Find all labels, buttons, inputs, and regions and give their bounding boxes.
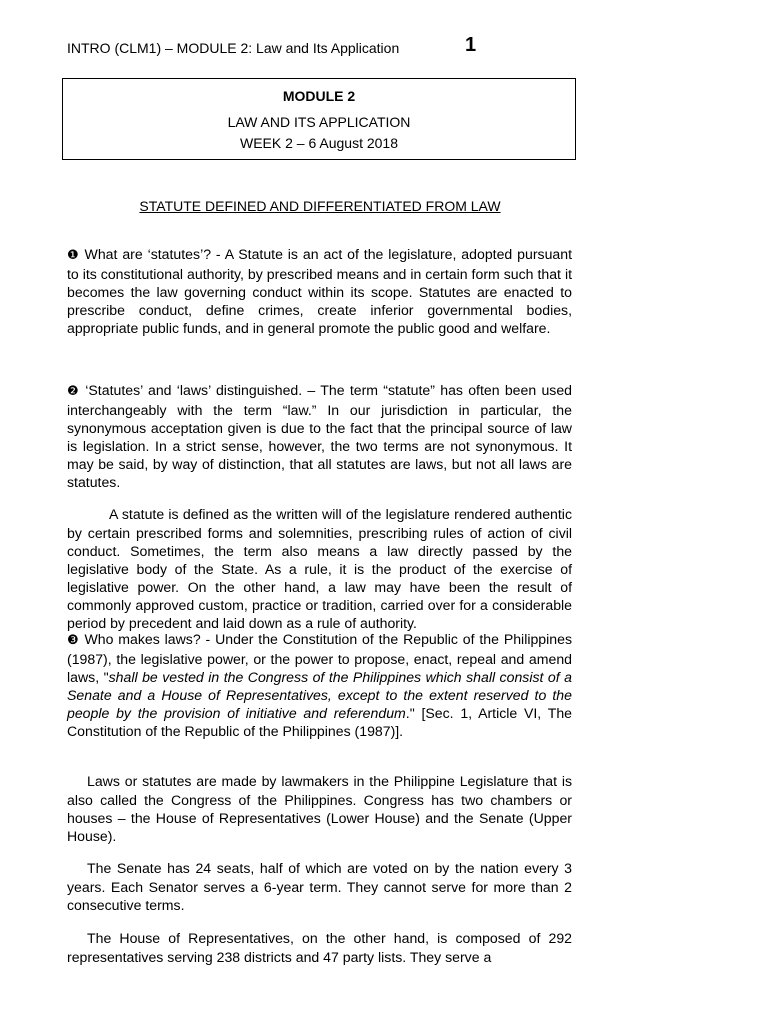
paragraph-text: Laws or statutes are made by lawmakers in the Philippine Legislature that is also called the Congress of the Philippines. Congress has two chambers or houses – the House of Representatives (Lower House) and the Senate (Upper House). bbox=[67, 773, 572, 844]
paragraph-text: Who makes laws? - Under the Constitution of the Republic of the Philippines (1987), the legislative power, or the power to propose, enact, repeal and amend laws, " bbox=[67, 631, 572, 685]
paragraph-congress bbox=[67, 772, 572, 845]
paragraph-who-makes-laws bbox=[67, 630, 572, 740]
paragraph-senate bbox=[67, 859, 572, 914]
page-number: 1 bbox=[465, 34, 477, 56]
section-title: STATUTE DEFINED AND DIFFERENTIATED FROM LAW bbox=[139, 198, 501, 214]
paragraph-text: The Senate has 24 seats, half of which are voted on by the nation every 3 years. Each Senator serves a 6-year term. They cannot serve for more than 2 consecutive terms. bbox=[67, 860, 572, 913]
paragraph-statutes-laws-distinguished bbox=[67, 381, 572, 491]
paragraph-statute-written-will bbox=[67, 505, 572, 632]
number-three-icon: ❸ bbox=[67, 633, 80, 648]
paragraph-house-of-representatives bbox=[67, 929, 572, 966]
paragraph-text: A statute is defined as the written will of the legislature rendered authentic by certain prescribed forms and solemnities, prescribing rules of action of civil conduct. Sometimes, the term also means a law directly passed by the legislative body of the State. As a rule, it is the product of the exercise of legislative power. On the other hand, a law may have been the result of commonly approved custom, practice or tradition, carried over for a considerable period by precedent and laid down as a rule of authority. bbox=[67, 506, 572, 631]
number-two-icon: ❷ bbox=[67, 384, 81, 399]
constitution-quote: shall be vested in the Congress of the Philippines which shall consist of a Senate and a House of Representatives, except to the extent reserved to the people by the provision of initiative and referendum bbox=[67, 669, 572, 721]
module-title-box bbox=[62, 78, 576, 160]
module-label: MODULE 2 bbox=[282, 88, 356, 104]
number-one-icon: ❶ bbox=[67, 248, 80, 263]
paragraph-text: What are ‘statutes’? - A Statute is an act of the legislature, adopted pursuant to its constitutional authority, by prescribed means and in certain form such that it becomes the law governing conduct within its scope. Statutes are enacted to prescribe conduct, define crimes, create inferior governmental bodies, appropriate public funds, and in general promote the public good and welfare. bbox=[67, 246, 572, 336]
paragraph-text: ." [Sec. 1, Article VI, The Constitution of the Republic of the Philippines (1987)]. bbox=[67, 705, 573, 739]
module-subject: LAW AND ITS APPLICATION bbox=[227, 114, 411, 130]
running-header: INTRO (CLM1) – MODULE 2: Law and Its Application bbox=[67, 40, 400, 56]
paragraph-text: The House of Representatives, on the other hand, is composed of 292 representatives serving 238 districts and 47 party lists. They serve a bbox=[67, 930, 572, 965]
paragraph-text: ‘Statutes’ and ‘laws’ distinguished. – The term “statute” has often been used interchangeably with the term “law.” In our jurisdiction in particular, the synonymous acceptation given is due to the fact that the principal source of law is legislation. In a strict sense, however, the two terms are not synonymous. It may be said, by way of distinction, that all statutes are laws, but not all laws are statutes. bbox=[67, 382, 573, 490]
module-week: WEEK 2 – 6 August 2018 bbox=[240, 135, 398, 151]
paragraph-statutes-definition bbox=[67, 245, 572, 337]
